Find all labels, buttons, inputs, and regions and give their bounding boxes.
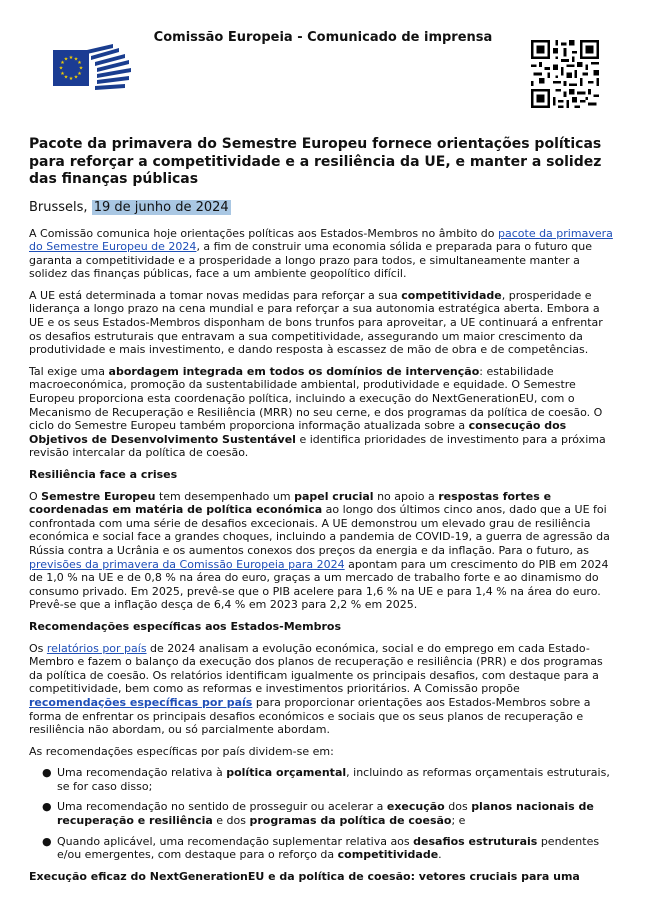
paragraph-competitiveness: A UE está determinada a tomar novas medidas para reforçar a sua competitividade, prosperidade e liderança a longo prazo na cena mundial e para reforçar a sua autonomia estratégica aberta. Embora a UE e os seus Estados-Membros disponham de bons trunfos para aproveitar, a UE continuará a enfrentar os desafios estruturais que entravam a sua competitividade, assegurando um maior crescimento da produtividade e mais investimento, e dando resposta à escassez de mão de obra e de competências.	[29, 288, 603, 357]
section-heading-ngeu: Execução eficaz do NextGenerationEU e da política de coesão: vetores cruciais para uma	[29, 869, 580, 883]
bullet-icon: ●	[42, 766, 52, 780]
list-item: ● Uma recomendação relativa à política orçamental, incluindo as reformas orçamentais estruturais, se for caso disso;	[42, 766, 610, 793]
svg-text:★: ★	[73, 74, 79, 81]
bullet-icon: ●	[42, 834, 52, 848]
paragraph-country-reports: Os relatórios por país de 2024 analisam a evolução económica, social e do emprego em cada Estado-Membro e fazem o balanço da execução dos planos de recuperação e resiliência (PRR) e dos programas da política de coesão. Os relatórios identificam igualmente os principais desafios, com destaque para a competitividade, bem como as reformas e investimentos prioritários. A Comissão propõe recomendações específicas por país para proporcionar orientações aos Estados-Membros sobre a forma de enfrentar os principais desafios económicos e sociais que os seus planos de recuperação e resiliência não abordam, ou só parcialmente abordam.	[29, 641, 603, 737]
dateline-date: 19 de junho de 2024	[93, 199, 229, 215]
list-item: ● Uma recomendação no sentido de prosseguir ou acelerar a execução dos planos nacionais de recuperação e resiliência e dos programas da política de coesão; e	[42, 800, 594, 828]
press-release-header: Comissão Europeia - Comunicado de imprensa	[153, 30, 493, 45]
dateline	[29, 199, 617, 217]
svg-text:★: ★	[63, 74, 69, 81]
svg-text:★: ★	[58, 65, 64, 72]
link-spring-forecast[interactable]: previsões da primavera da Comissão Europeia para 2024	[29, 557, 345, 571]
section-heading-csr: Recomendações específicas aos Estados-Membros	[29, 619, 341, 633]
recommendations-list	[29, 766, 617, 862]
article-body	[29, 136, 617, 891]
link-country-specific-recommendations[interactable]: recomendações específicas por país	[29, 695, 253, 709]
paragraph-resilience: O Semestre Europeu tem desempenhado um papel crucial no apoio a respostas fortes e coordenadas em matéria de política económica ao longo dos últimos cinco anos, dado que a UE foi confrontada com uma série de desafios excecionais. A UE demonstrou um elevado grau de resiliência económica e social face a grandes choques, incluindo a pandemia de COVID-19, a guerra de agressão da Rússia contra a Ucrânia e os aumentos conexos dos preços da energia e da inflação. Para o futuro, as previsões da primavera da Comissão Europeia para 2024 apontam para um crescimento do PIB em 2024 de 1,0 % na UE e de 0,8 % na área do euro, graças a um mercado de trabalho forte e ao dinamismo do consumo privado. Em 2025, prevê-se que o PIB acelere para 1,6 % na UE e para 1,4 % na área do euro. Prevê-se que a inflação desça de 6,4 % em 2023 para 2,2 % em 2025.	[29, 489, 610, 612]
svg-text:★: ★	[68, 55, 74, 61]
list-item: ● Quando aplicável, uma recomendação suplementar relativa aos desafios estruturais pendentes e/ou emergentes, com destaque para o reforço da competitividade.	[42, 834, 600, 862]
svg-text:★: ★	[77, 71, 82, 77]
svg-text:★: ★	[60, 60, 65, 66]
svg-text:★: ★	[68, 76, 74, 82]
qr-code	[531, 40, 599, 108]
paragraph-list-intro: As recomendações específicas por país dividem-se em:	[29, 744, 334, 758]
link-country-reports[interactable]: relatórios por país	[46, 641, 147, 655]
paragraph-intro: A Comissão comunica hoje orientações políticas aos Estados-Membros no âmbito do pacote da primavera do Semestre Europeu de 2024, a fim de construir uma economia sólida e preparada para o futuro que garanta a competitividade e a prosperidade a longo prazo para todos, e simultaneamente manter a solidez das finanças públicas, face a um ambiente geopolítico difícil.	[29, 226, 613, 281]
section-heading-resilience: Resiliência face a crises	[29, 468, 178, 481]
svg-text:★: ★	[77, 60, 82, 66]
svg-text:★: ★	[60, 71, 65, 77]
eu-commission-logo	[53, 42, 133, 102]
svg-text:★: ★	[63, 56, 69, 63]
headline: Pacote da primavera do Semestre Europeu fornece orientações políticas para reforçar a competitividade e a resiliência da UE, e manter a solidez das finanças públicas	[29, 136, 602, 187]
paragraph-integrated-approach: Tal exige uma abordagem integrada em todos os domínios de intervenção: estabilidade macroeconómica, promoção da sustentabilidade ambiental, produtividade e equidade. O Semestre Europeu proporciona esta coordenação política, incluindo a execução do NextGenerationEU, com o Mecanismo de Recuperação e Resiliência (MRR) no seu cerne, e dos programas da política de coesão. O ciclo do Semestre Europeu também proporciona informação atualizada sobre a consecução dos Objetivos de Desenvolvimento Sustentável e identifica prioridades de investimento para a próxima revisão intercalar da política de coesão.	[29, 364, 606, 460]
svg-text:★: ★	[73, 56, 79, 63]
dateline-place: Brussels,	[29, 199, 88, 215]
svg-text:★: ★	[78, 65, 84, 72]
link-spring-package[interactable]: pacote da primavera do Semestre Europeu de 2024	[29, 226, 613, 254]
bullet-icon: ●	[42, 800, 52, 814]
